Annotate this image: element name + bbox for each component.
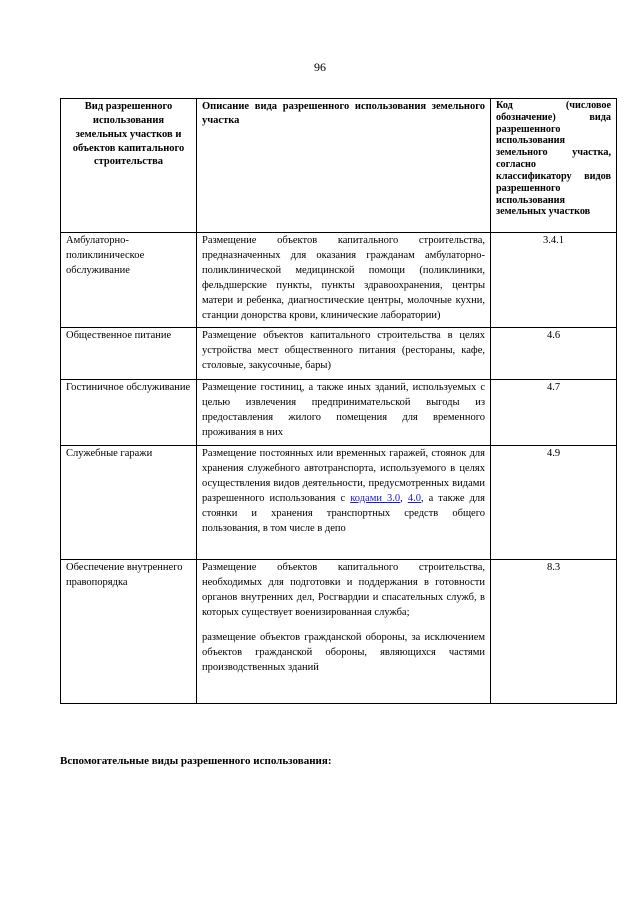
description-separator: , [400,492,408,504]
description-paragraph: размещение объектов гражданской обороны, за исключением объектов гражданской обороны, являющихся частями производственных зданий [202,631,485,673]
auxiliary-uses-heading: Вспомогательные виды разрешенного использования: [60,755,332,767]
row-code: 3.4.1 [491,233,617,328]
row-code: 8.3 [491,560,617,704]
row-code: 4.7 [491,380,617,446]
code-link-4-0[interactable]: 4.0 [407,492,421,504]
description-text: Размещение постоянных или временных гаражей, стоянок для хранения служебного автотранспорта, используемого в целях осуществления видов деятельности, предусмотренных видами разрешенного использования с [202,448,485,504]
header-code: Код (числовое обозначение) вида разрешенного использования земельного участка, согласно классификатору видов разрешенного использования земельных участков [491,99,617,233]
row-description: Размещение объектов капитального строительства в целях устройства мест общественного питания (рестораны, кафе, столовые, закусочные, бары) [197,328,491,380]
description-paragraph: Размещение объектов капитального строительства, необходимых для подготовки и поддержания в готовности органов внутренних дел, Росгвардии и спасательных служб, в которых существует военизированная служба; [202,562,485,618]
row-use-type: Служебные гаражи [61,446,197,560]
header-description: Описание вида разрешенного использования земельного участка [197,99,491,233]
table-row [61,328,617,380]
header-use-type: Вид разрешенного использования земельных участков и объектов капитального строительства [61,99,197,233]
table-row [61,446,617,560]
table-row [61,560,617,704]
row-description [197,560,491,704]
table-row [61,380,617,446]
row-description: Размещение объектов капитального строительства, предназначенных для оказания гражданам амбулаторно-поликлинической медицинской помощи (поликлиники, фельдшерские пункты, пункты здравоохранения, центры матери и ребенка, диагностические центры, молочные кухни, станции донорства крови, клинические лаборатории) [197,233,491,328]
code-link-3-0[interactable]: кодами 3.0 [350,492,401,504]
land-use-table [60,98,617,704]
table-header-row [61,99,617,233]
row-description [197,446,491,560]
table-row [61,233,617,328]
row-code: 4.6 [491,328,617,380]
row-use-type: Общественное питание [61,328,197,380]
row-code: 4.9 [491,446,617,560]
row-use-type: Гостиничное обслуживание [61,380,197,446]
page-number: 96 [314,60,326,74]
row-description: Размещение гостиниц, а также иных зданий, используемых с целью извлечения предпринимательской выгоды из предоставления жилого помещения для временного проживания в них [197,380,491,446]
row-use-type: Обеспечение внутреннего правопорядка [61,560,197,704]
description-text: , а также для стоянки и хранения транспортных средств общего пользования, в том числе в депо [202,492,485,534]
row-use-type: Амбулаторно-поликлиническое обслуживание [61,233,197,328]
